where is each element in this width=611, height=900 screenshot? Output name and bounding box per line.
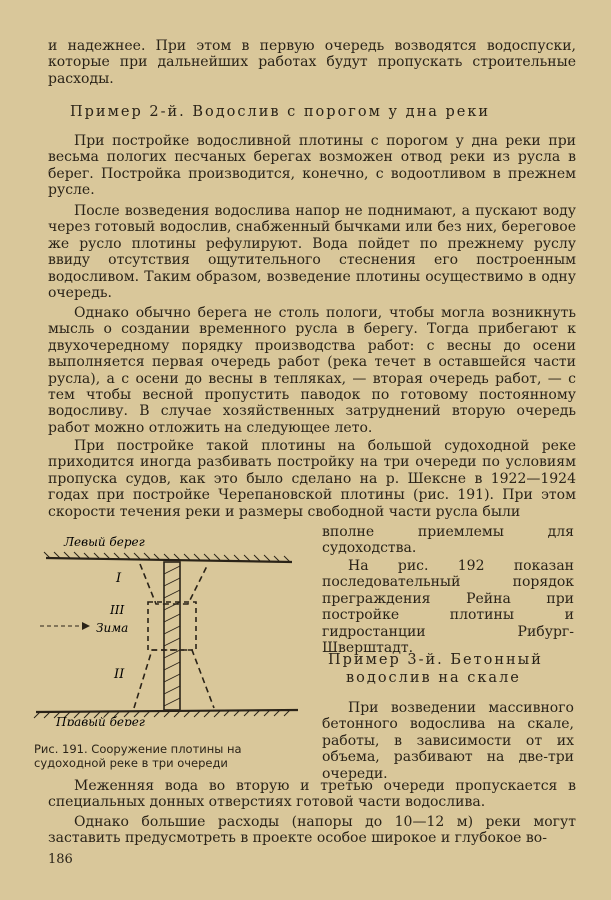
heading-example-3-line2: водослив на скале bbox=[346, 670, 521, 686]
heading-example-3-line1: Пример 3-й. Бетонный bbox=[328, 652, 543, 668]
figure-191 bbox=[30, 526, 310, 730]
paragraph-ex2-1: При постройке водосливной плотины с порогом у дна реки при весьма пологих песчаных берегах возможен отвод реки из русла в берег. Постройка производится, конечно, с водоотливом в прежнем русле. bbox=[48, 133, 576, 199]
page-number: 186 bbox=[48, 852, 73, 867]
paragraph-ex2-4-continued: вполне приемлемы для судоходства. bbox=[322, 524, 574, 557]
heading-example-2: Пример 2-й. Водослив с порогом у дна реки bbox=[70, 104, 491, 120]
paragraph-ex2-3: Однако обычно берега не столь пологи, чтобы могла возникнуть мысль о создании временного русла в берегу. Тогда прибегают к двухочередному порядку производства работ: с весны до осени выполняется первая очередь работ (река течет в оставшейся части русла), а с осени до весны в тепляках, — вторая очередь работ, — с тем чтобы весной пропустить паводок по готовому постоянному водосливу. В случае хозяйственных затруднений вторую очередь работ можно отложить на следующее лето. bbox=[48, 305, 576, 436]
paragraph-ex2-4: При постройке такой плотины на большой судоходной реке приходится иногда разбивать постройку на три очереди по условиям пропуска судов, как это было сделано на р. Шексне в 1922—1924 годах при постройке Черепановской плотины (рис. 191). При этом скорости течения реки и размеры свободной части русла были bbox=[48, 438, 576, 520]
label-right-bank: Правый берег bbox=[56, 715, 145, 726]
label-stage-II: II bbox=[114, 667, 125, 682]
figure-caption: Рис. 191. Сооружение плотины на судоходной реке в три очереди bbox=[34, 742, 242, 770]
label-winter: Зима bbox=[96, 621, 129, 635]
dam-construction-diagram bbox=[30, 526, 310, 726]
paragraph-top: и надежнее. При этом в первую очередь возводятся водоспуски, которые при дальнейших работах будут пропускать строительные расходы. bbox=[48, 38, 576, 87]
paragraph-bottom-1: Меженняя вода во вторую и третью очереди пропускается в специальных донных отверстиях готовой части водослива. bbox=[48, 778, 576, 811]
label-stage-I: I bbox=[116, 571, 122, 586]
paragraph-ex2-5: На рис. 192 показан последовательный порядок преграждения Рейна при постройке плотины и гидростанции Рибург-Шверштадт. bbox=[322, 558, 574, 657]
paragraph-ex3-1: При возведении массивного бетонного водослива на скале, работы, в зависимости от их объема, разбивают на две-три очереди. bbox=[322, 700, 574, 782]
label-stage-III: III bbox=[110, 603, 125, 617]
paragraph-bottom-2: Однако большие расходы (напоры до 10—12 м) реки могут заставить предусмотреть в проекте особое широкое и глубокое во- bbox=[48, 814, 576, 847]
paragraph-ex2-2: После возведения водослива напор не поднимают, а пускают воду через готовый водослив, снабженный бычками или без них, береговое же русло плотины рефулируют. Вода пойдет по прежнему руслу ввиду отсутствия ощутительного стеснения его построенным водосливом. Таким образом, возведение плотины осуществимо в одну очередь. bbox=[48, 203, 576, 302]
label-left-bank: Левый берег bbox=[64, 535, 145, 549]
